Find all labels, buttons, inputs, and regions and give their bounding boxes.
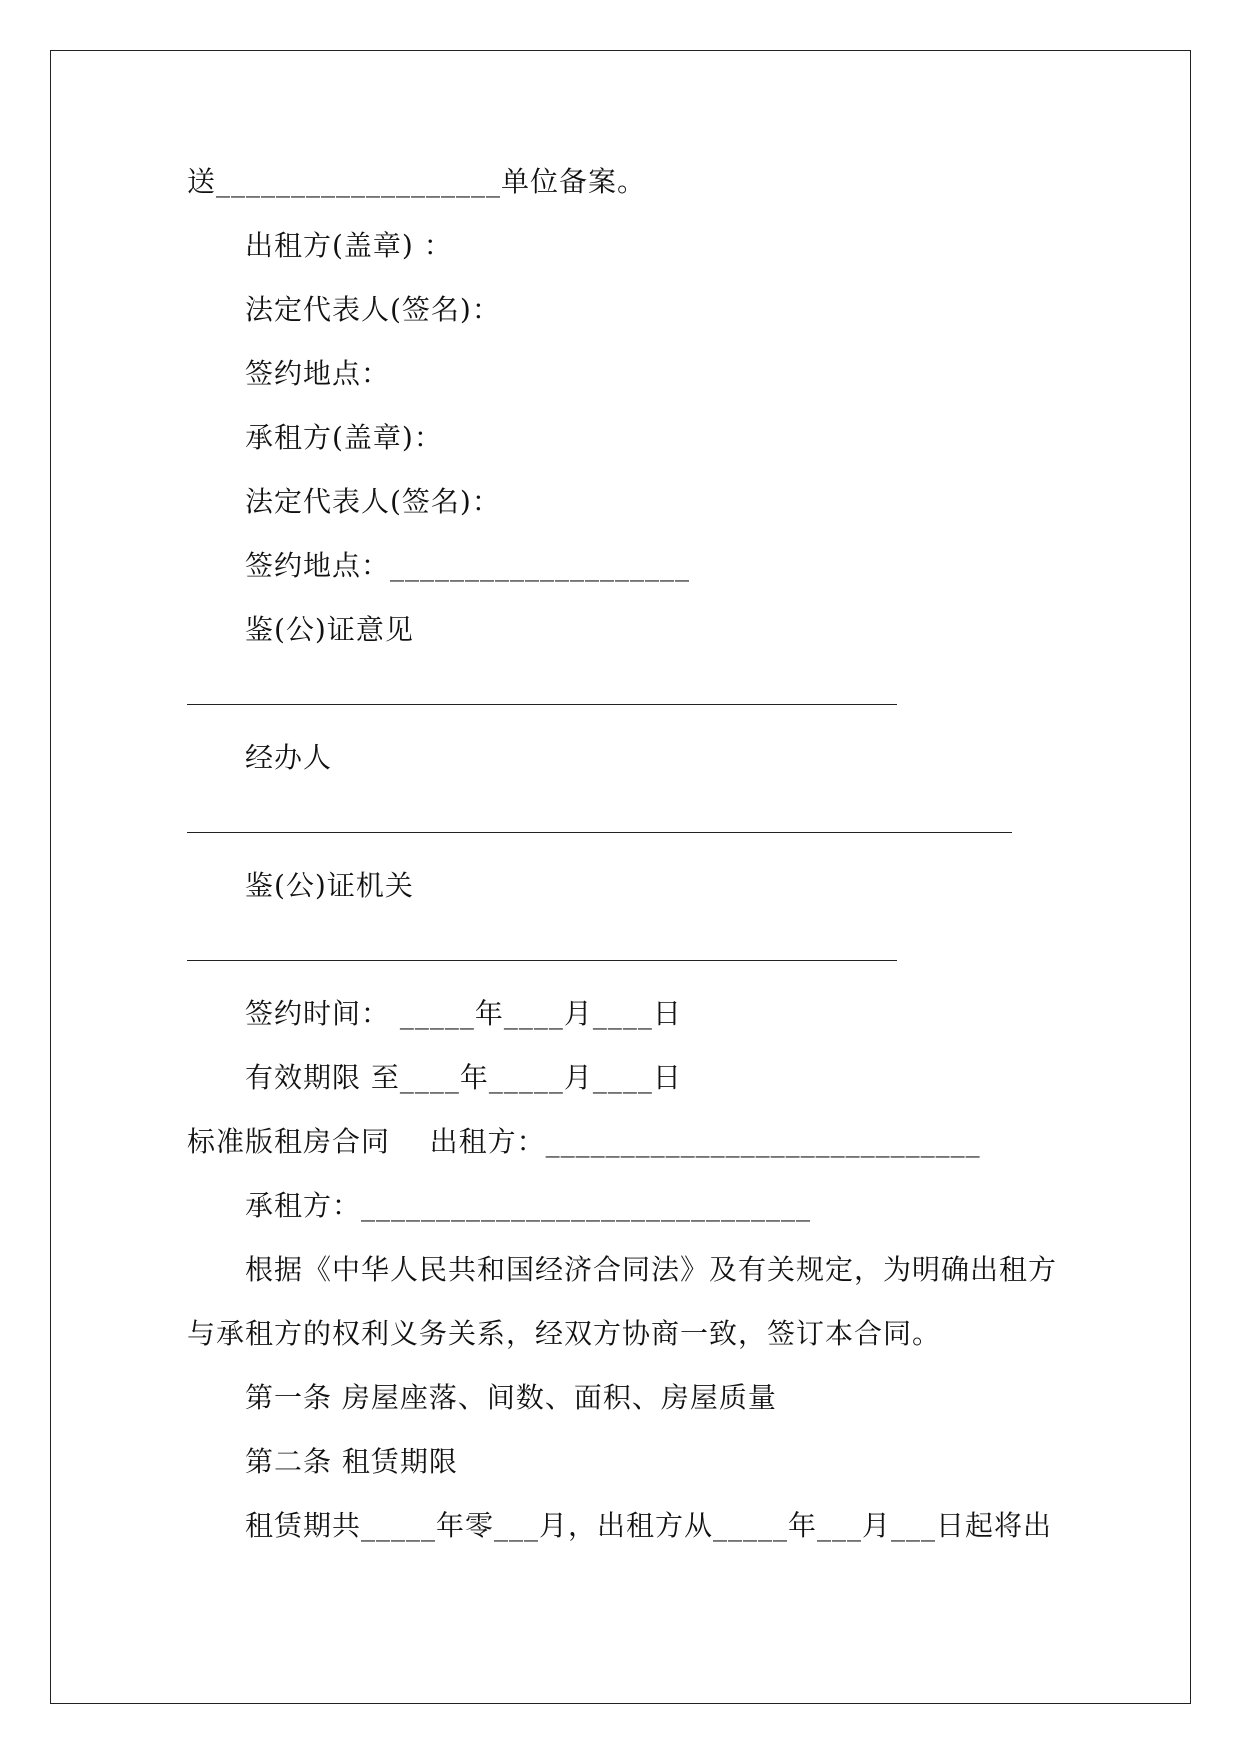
lessee-representative-label: 法定代表人(签名)： <box>245 485 501 518</box>
handler-label: 经办人 <box>245 741 333 774</box>
lease-term-line: 租赁期共_____年零___月，出租方从_____年___月___日起将出 <box>245 1509 1053 1542</box>
lessor-signing-place-label: 签约地点： <box>245 357 391 390</box>
filing-unit-line: 送___________________单位备案。 <box>187 165 647 198</box>
preamble-line-1: 根据《中华人民共和国经济合同法》及有关规定，为明确出租方 <box>245 1253 1058 1286</box>
notary-opinion-label: 鉴(公)证意见 <box>245 613 414 646</box>
lessee-name-line: 承租方：______________________________ <box>245 1189 812 1222</box>
handler-blank <box>187 832 1012 833</box>
contract-title-lessor-line: 标准版租房合同 出租方：_____________________________ <box>187 1125 981 1158</box>
page-border <box>50 50 1191 1704</box>
notary-office-label: 鉴(公)证机关 <box>245 869 414 902</box>
lessee-signing-place-line: 签约地点：____________________ <box>245 549 691 582</box>
lessor-seal-label: 出租方(盖章) ： <box>245 229 453 262</box>
notary-office-blank <box>187 960 897 961</box>
preamble-line-2: 与承租方的权利义务关系，经双方协商一致，签订本合同。 <box>187 1317 942 1350</box>
validity-period-line: 有效期限 至____年_____月____日 <box>245 1061 682 1094</box>
lessee-seal-label: 承租方(盖章)： <box>245 421 443 454</box>
signing-date-line: 签约时间： _____年____月____日 <box>245 997 682 1030</box>
notary-opinion-blank <box>187 704 897 705</box>
article-1-heading: 第一条 房屋座落、间数、面积、房屋质量 <box>245 1381 777 1414</box>
article-2-heading: 第二条 租赁期限 <box>245 1445 458 1478</box>
lessor-representative-label: 法定代表人(签名)： <box>245 293 501 326</box>
